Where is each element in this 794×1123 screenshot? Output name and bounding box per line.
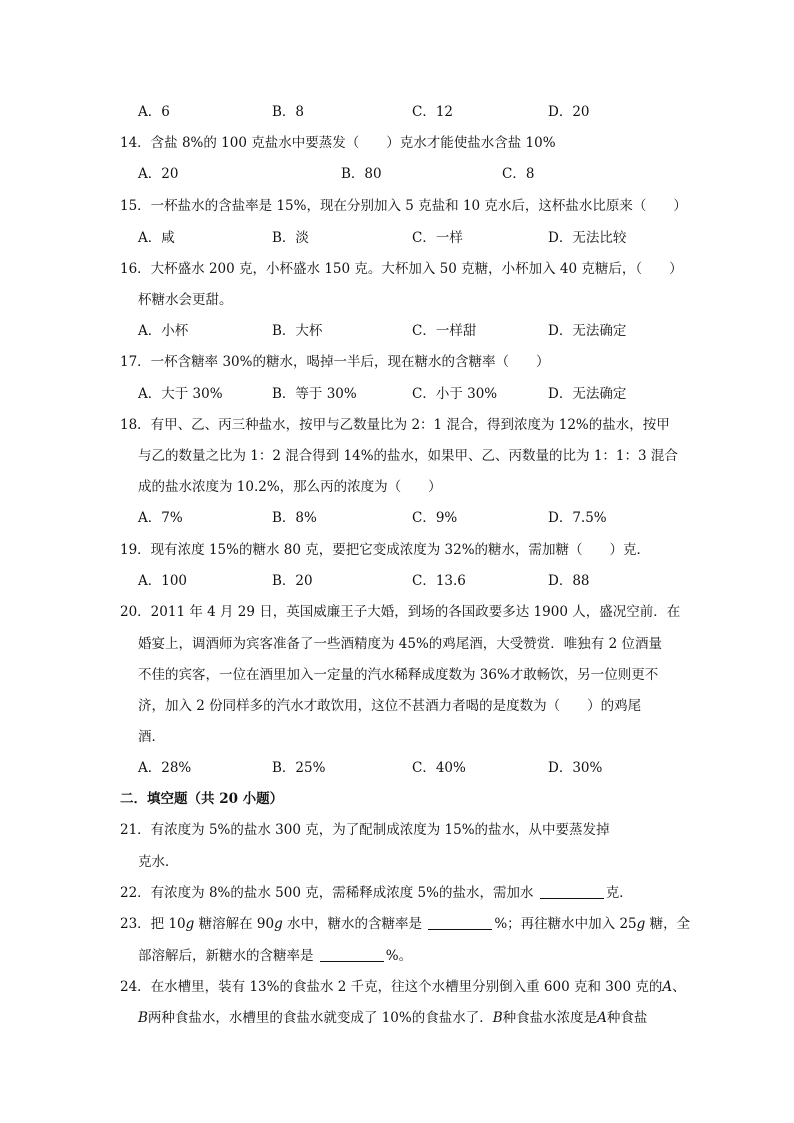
option-d: D．无法比较 xyxy=(548,230,627,246)
unit-g: g xyxy=(636,916,646,932)
q20-stem-line1: 20．2011 年 4 月 29 日，英国威廉王子大婚，到场的各国政要多达 1900 人，盛况空前．在 xyxy=(120,604,681,620)
q18-stem-line2: 与乙的数量之比为 1：2 混合得到 14%的盐水，如果甲、乙、丙数量的比为 1：1：3 混合 xyxy=(138,448,678,464)
q22-text-before: 22．有浓度为 8%的盐水 500 克，需稀释成浓度 5%的盐水，需加水 xyxy=(120,885,538,901)
q20-stem-line5: 酒． xyxy=(138,729,165,745)
option-a: A．咸 xyxy=(138,230,175,246)
q24-text: 两种食盐水，水槽里的食盐水就变成了 10%的食盐水了． xyxy=(147,1010,493,1026)
option-b: B．8 xyxy=(272,104,305,120)
q20-stem-line4: 济，加入 2 份同样多的汽水才敢饮用，这位不甚酒力者喝的是度数为（ ）的鸡尾 xyxy=(138,698,642,714)
q18-stem-line3: 成的盐水浓度为 10.2%，那么丙的浓度为（ ） xyxy=(138,479,442,495)
q20-stem-line2: 婚宴上，调酒师为宾客准备了一些酒精度为 45%的鸡尾酒，大受赞赏．唯独有 2 位酒量 xyxy=(138,636,662,652)
variable-a: A xyxy=(597,1010,607,1026)
option-b: B．大杯 xyxy=(272,323,323,339)
option-d: D．20 xyxy=(548,104,590,120)
option-d: D．88 xyxy=(548,573,590,589)
option-b: B．80 xyxy=(341,166,382,182)
q20-options xyxy=(120,758,684,778)
q19-options xyxy=(120,571,684,591)
q16-options xyxy=(120,321,684,341)
q17-stem: 17．一杯含糖率 30%的糖水，喝掉一半后，现在糖水的含糖率（ ） xyxy=(120,354,550,370)
q20-stem-line3: 不佳的宾客，一位在酒里加入一定量的汽水稀释成度数为 36%才敢畅饮，另一位则更不 xyxy=(138,667,659,683)
variable-b: B xyxy=(492,1010,503,1026)
q14-stem: 14．含盐 8%的 100 克盐水中要蒸发（ ）克水才能使盐水含盐 10% xyxy=(120,135,556,151)
q15-stem: 15．一杯盐水的含盐率是 15%，现在分别加入 5 克盐和 10 克水后，这杯盐水比原来（ ） xyxy=(120,198,687,214)
option-a: A．大于 30% xyxy=(138,386,223,402)
q21-stem-line2: 克水． xyxy=(138,854,179,870)
q18-options xyxy=(120,508,684,528)
option-b: B．25% xyxy=(272,760,326,776)
q24-stem-line2 xyxy=(138,1008,684,1028)
option-a: A．100 xyxy=(138,573,188,589)
option-c: C．9% xyxy=(412,510,458,526)
q13-options xyxy=(120,102,684,122)
q15-options xyxy=(120,228,684,248)
option-c: C．一样甜 xyxy=(412,323,477,339)
q23-text: 水中，糖水的含糖率是 xyxy=(282,916,427,932)
q22-stem xyxy=(120,883,684,903)
option-b: B．20 xyxy=(272,573,313,589)
option-a: A．7% xyxy=(138,510,183,526)
q19-stem: 19．现有浓度 15%的糖水 80 克，要把它变成浓度为 32%的糖水，需加糖（ ）克． xyxy=(120,542,651,558)
option-d: D．无法确定 xyxy=(548,323,627,339)
q23-text: 糖溶解在 90 xyxy=(194,916,275,932)
option-a: A．20 xyxy=(138,166,179,182)
q23-text: 23．把 10 xyxy=(120,916,186,932)
q23-text: 部溶解后，新糖水的含糖率是 xyxy=(138,948,318,964)
q23-text: 糖，全 xyxy=(645,916,691,932)
q24-text: 、 xyxy=(672,979,686,995)
option-c: C．12 xyxy=(412,104,454,120)
q16-stem-line1: 16．大杯盛水 200 克，小杯盛水 150 克。大杯加入 50 克糖，小杯加入 40 克糖后，（ ） xyxy=(120,261,683,277)
variable-a: A xyxy=(662,979,673,995)
q23-stem-line1 xyxy=(120,914,691,934)
q23-text: %。 xyxy=(385,948,413,964)
option-c: C．40% xyxy=(412,760,466,776)
option-b: B．淡 xyxy=(272,230,309,246)
q14-options xyxy=(120,164,684,184)
option-b: B．8% xyxy=(272,510,317,526)
option-d: D．30% xyxy=(548,760,603,776)
option-a: A．小杯 xyxy=(138,323,189,339)
q23-stem-line2 xyxy=(138,946,684,966)
answer-blank[interactable] xyxy=(320,947,384,962)
option-b: B．等于 30% xyxy=(272,386,357,402)
option-d: D．无法确定 xyxy=(548,386,627,402)
answer-blank[interactable] xyxy=(428,915,492,930)
q16-stem-line2: 杯糖水会更甜。 xyxy=(138,292,233,308)
option-a: A．28% xyxy=(138,760,192,776)
q22-text-after: 克． xyxy=(605,885,633,901)
section-heading: 二．填空题（共 20 小题） xyxy=(120,791,284,807)
option-d: D．7.5% xyxy=(548,510,607,526)
unit-g: g xyxy=(274,916,283,932)
variable-b: B xyxy=(138,1010,148,1026)
option-c: C．一样 xyxy=(412,230,463,246)
q17-options xyxy=(120,384,684,404)
q18-stem-line1: 18．有甲、乙、丙三种盐水，按甲与乙数量比为 2：1 混合，得到浓度为 12%的盐水，按甲 xyxy=(120,417,670,433)
option-c: C．13.6 xyxy=(412,573,466,589)
unit-g: g xyxy=(185,916,195,932)
option-c: C．8 xyxy=(502,166,535,182)
q24-text: 种食盐 xyxy=(606,1010,648,1026)
q23-text: %；再往糖水中加入 25 xyxy=(494,916,637,932)
option-a: A．6 xyxy=(138,104,170,120)
q24-text: 种食盐水浓度是 xyxy=(502,1010,598,1026)
q24-text: 24．在水槽里，装有 13%的食盐水 2 千克，往这个水槽里分别倒入重 600 克和 300 克的 xyxy=(120,979,663,995)
q21-stem-line1: 21．有浓度为 5%的盐水 300 克，为了配制成浓度为 15%的盐水，从中要蒸发掉 xyxy=(120,822,610,838)
q24-stem-line1 xyxy=(120,977,684,997)
answer-blank[interactable] xyxy=(540,884,604,899)
option-c: C．小于 30% xyxy=(412,386,498,402)
